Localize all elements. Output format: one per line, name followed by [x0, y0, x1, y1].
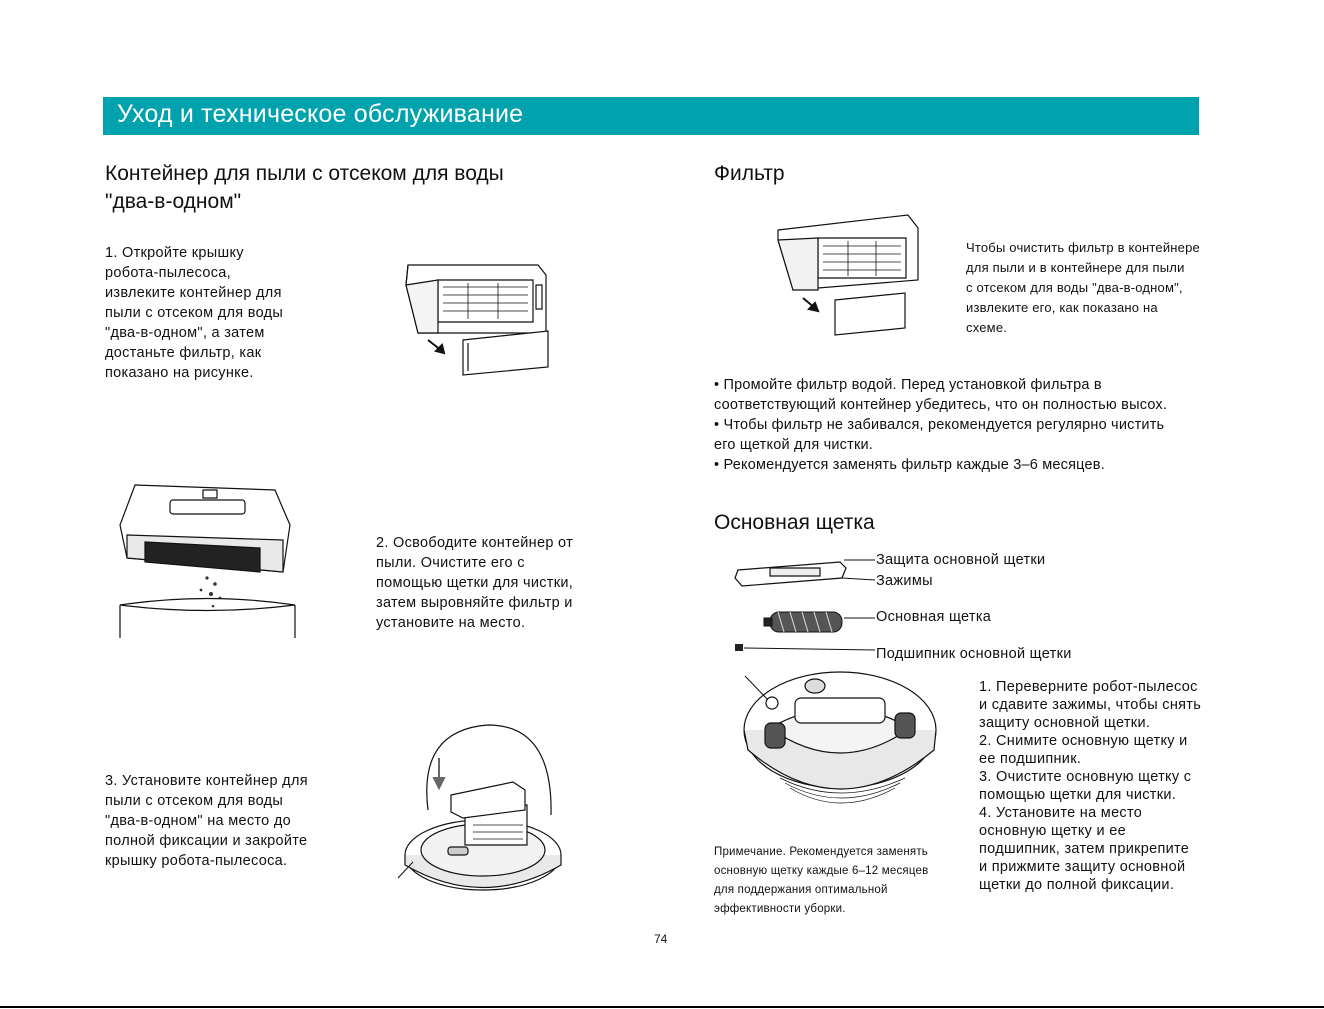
dustbin-title-line1: Контейнер для пыли с отсеком для воды: [105, 162, 504, 185]
main-brush-parts-diagram: [730, 548, 880, 658]
section-banner: [103, 97, 1199, 135]
main-brush-section-title: Основная щетка: [714, 511, 875, 534]
dustbin-filter-removal-illustration: [398, 245, 558, 385]
filter-section-title: Фильтр: [714, 162, 785, 185]
robot-underside-illustration: [740, 668, 940, 818]
label-brush-cover: Защита основной щетки: [876, 552, 1046, 568]
dustbin-emptying-illustration: [115, 480, 300, 640]
filter-bullet-1a: • Промойте фильтр водой. Перед установкой фильтра в: [714, 377, 1102, 393]
filter-bullet-3: • Рекомендуется заменять фильтр каждые 3–6 месяцев.: [714, 457, 1105, 473]
dustbin-step-3: 3. Установите контейнер для пыли с отсеком для воды "два-в-одном" на место до полной фиксации и закройте крышку робота-пылесоса.: [105, 773, 308, 869]
robot-dustbin-install-illustration: [393, 720, 568, 895]
filter-bullet-list: [714, 375, 1234, 475]
filter-bullet-2b: его щеткой для чистки.: [714, 437, 874, 453]
filter-bullet-2a: • Чтобы фильтр не забивался, рекомендуется регулярно чистить: [714, 417, 1165, 433]
main-brush-note: Примечание. Рекомендуется заменять основную щетку каждые 6–12 месяцев для поддержания оптимальной эффективности уборки.: [714, 846, 929, 915]
dustbin-step-2: 2. Освободите контейнер от пыли. Очистите его с помощью щетки для чистки, затем выровняйте фильтр и установите на место.: [376, 535, 574, 631]
main-brush-steps: 1. Переверните робот-пылесос и сдавите зажимы, чтобы снять защиту основной щетки. 2. Снимите основную щетку и ее подшипник. 3. Очистите основную щетку с помощью щетки для чистки. 4. Установите на место основную щетку и ее подшипник, затем прикрепите и прижмите защиту основной щетки до полной фиксации.: [979, 679, 1202, 893]
page-number: 74: [654, 932, 668, 946]
dustbin-section-title: [105, 160, 504, 216]
filter-removal-illustration: [773, 210, 923, 340]
label-main-brush: Основная щетка: [876, 609, 992, 625]
filter-bullet-1b: соответствующий контейнер убедитесь, что он полностью высох.: [714, 397, 1168, 413]
page-title: Уход и техническое обслуживание: [117, 100, 524, 128]
label-brush-bearing: Подшипник основной щетки: [876, 646, 1072, 662]
dustbin-title-line2: "два-в-одном": [105, 190, 242, 213]
dustbin-step-1: 1. Откройте крышку робота-пылесоса, извлеките контейнер для пыли с отсеком для воды "два-в-одном", а затем достаньте фильтр, как показано на рисунке.: [105, 245, 284, 381]
label-clips: Зажимы: [876, 573, 933, 589]
filter-instruction: Чтобы очистить фильтр в контейнере для пыли и в контейнере для пыли с отсеком для воды "два-в-одном", извлеките его, как показано на схеме.: [966, 240, 1200, 335]
bottom-divider: [0, 1006, 1324, 1008]
